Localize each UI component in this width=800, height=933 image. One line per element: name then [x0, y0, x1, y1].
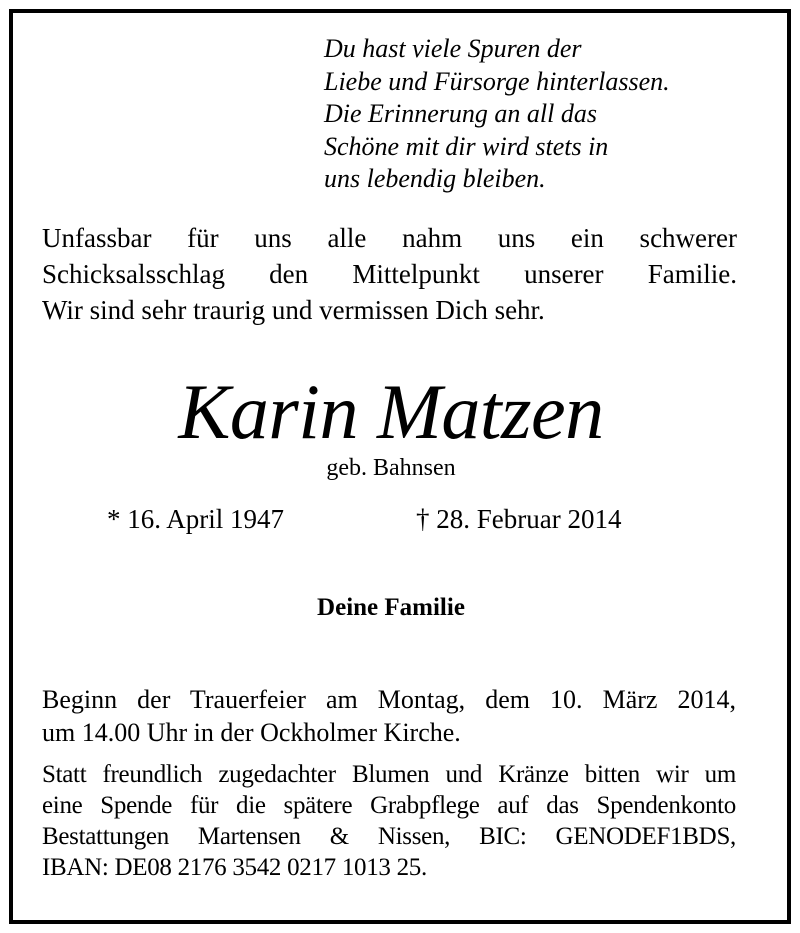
poem-line: Du hast viele Spuren der [324, 34, 582, 63]
memorial-poem [324, 33, 670, 196]
donation-paragraph [42, 759, 736, 883]
intro-line: Schicksalsschlag den Mittelpunkt unserer Familie. [42, 259, 737, 289]
maiden-name: geb. Bahnsen [326, 455, 456, 481]
intro-line: Wir sind sehr traurig und vermissen Dich sehr. [42, 295, 545, 325]
family-signature: Deine Familie [317, 594, 465, 621]
poem-line: Schöne mit dir wird stets in [324, 131, 609, 161]
poem-line: Die Erinnerung an all das [324, 99, 597, 128]
intro-paragraph [42, 220, 737, 328]
intro-line: Unfassbar für uns alle nahm uns ein schwerer [42, 223, 737, 253]
birth-date: * 16. April 1947 [107, 504, 285, 534]
death-date: † 28. Februar 2014 [416, 504, 622, 534]
donation-line: Bestattungen Martensen & Nissen, BIC: GENODEF1BDS, [42, 823, 736, 850]
ceremony-line: um 14.00 Uhr in der Ockholmer Kirche. [42, 718, 461, 747]
deceased-name: Karin Matzen [178, 368, 604, 455]
ceremony-paragraph [42, 683, 736, 749]
donation-line: Statt freundlich zugedachter Blumen und Kränze bitten wir um [42, 761, 736, 788]
poem-line: uns lebendig bleiben. [324, 164, 546, 193]
poem-line: Liebe und Fürsorge hinterlassen. [324, 66, 670, 96]
donation-line: eine Spende für die spätere Grabpflege auf das Spendenkonto [42, 792, 736, 819]
donation-line: IBAN: DE08 2176 3542 0217 1013 25. [42, 854, 427, 881]
ceremony-line: Beginn der Trauerfeier am Montag, dem 10. März 2014, [42, 685, 736, 714]
